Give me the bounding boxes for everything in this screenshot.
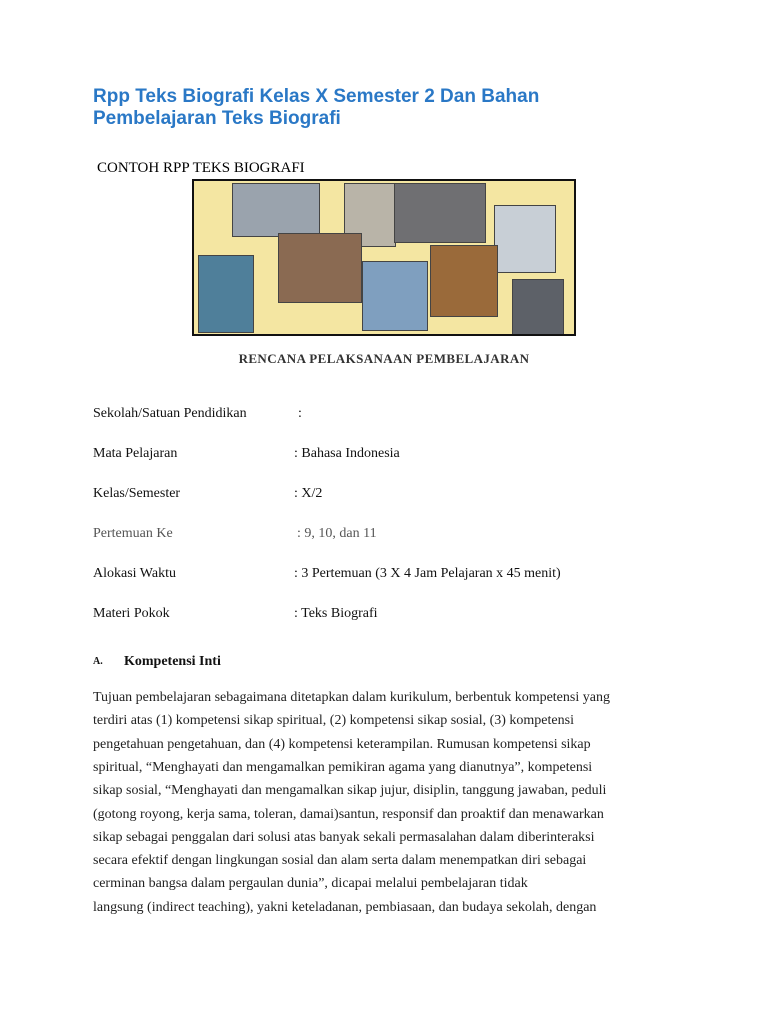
document-title: [93, 86, 693, 130]
photo-man-with-peci: [278, 233, 362, 303]
title-line-1: Rpp Teks Biografi Kelas X Semester 2 Dan Bahan: [93, 86, 540, 107]
field-value: : Bahasa Indonesia: [294, 446, 400, 461]
photo-man-with-microscope: [232, 183, 320, 237]
photo-man-standing-white-shirt: [494, 205, 556, 273]
field-label: Materi Pokok: [93, 606, 170, 621]
field-value: : Teks Biografi: [294, 606, 378, 621]
title-line-2: Pembelajaran Teks Biografi: [93, 108, 341, 129]
section-title: Kompetensi Inti: [124, 654, 221, 669]
photo-man-in-suit: [512, 279, 564, 335]
photo-man-in-batik: [430, 245, 498, 317]
paragraph-line: spiritual, “Menghayati dan mengamalkan pemikiran agama yang dianutnya”, kompetensi: [93, 759, 593, 775]
photo-man-with-vr-headset: [394, 183, 486, 243]
field-value: :: [298, 406, 302, 421]
subheading: CONTOH RPP TEKS BIOGRAFI: [97, 160, 305, 176]
field-value: : X/2: [294, 486, 323, 501]
field-label: Mata Pelajaran: [93, 446, 178, 461]
paragraph-line: langsung (indirect teaching), yakni keteladanan, pembiasaan, dan budaya sekolah, dengan: [93, 899, 597, 915]
paragraph-line: terdiri atas (1) kompetensi sikap spiritual, (2) kompetensi sikap sosial, (3) kompetensi: [93, 713, 574, 729]
paragraph-line: (gotong royong, kerja sama, toleran, damai)santun, responsif dan proaktif dan menawarkan: [93, 806, 604, 822]
paragraph-line: pengetahuan pengetahuan, dan (4) kompetensi keterampilan. Rumusan kompetensi sikap: [93, 736, 591, 752]
field-value: : 9, 10, dan 11: [297, 526, 377, 541]
photo-woman-with-hijab: [198, 255, 254, 333]
paragraph-line: secara efektif dengan lingkungan sosial dan alam serta dalam menempatkan diri sebagai: [93, 853, 587, 869]
field-value: : 3 Pertemuan (3 X 4 Jam Pelajaran x 45 menit): [294, 566, 561, 581]
paragraph-line: sikap sebagai penggalan dari solusi atas banyak sekali permasalahan dalam diberinteraksi: [93, 829, 595, 845]
section-letter: A.: [93, 656, 103, 667]
paragraph-line: Tujuan pembelajaran sebagaimana ditetapkan dalam kurikulum, berbentuk kompetensi yang: [93, 690, 610, 705]
field-label: Pertemuan Ke: [93, 526, 173, 541]
plan-heading: RENCANA PELAKSANAAN PEMBELAJARAN: [238, 351, 530, 366]
photo-man-in-blue-shirt: [362, 261, 428, 331]
field-label: Kelas/Semester: [93, 486, 181, 501]
paragraph-line: sikap sosial, “Menghayati dan mengamalkan sikap jujur, disiplin, tanggung jawaban, peduli: [93, 783, 607, 799]
paragraph-line: cerminan bangsa dalam pergaulan dunia”, dicapai melalui pembelajaran tidak: [93, 876, 528, 892]
biography-photo-collage: [192, 179, 576, 336]
field-label: Sekolah/Satuan Pendidikan: [93, 406, 247, 421]
field-label: Alokasi Waktu: [93, 566, 176, 581]
